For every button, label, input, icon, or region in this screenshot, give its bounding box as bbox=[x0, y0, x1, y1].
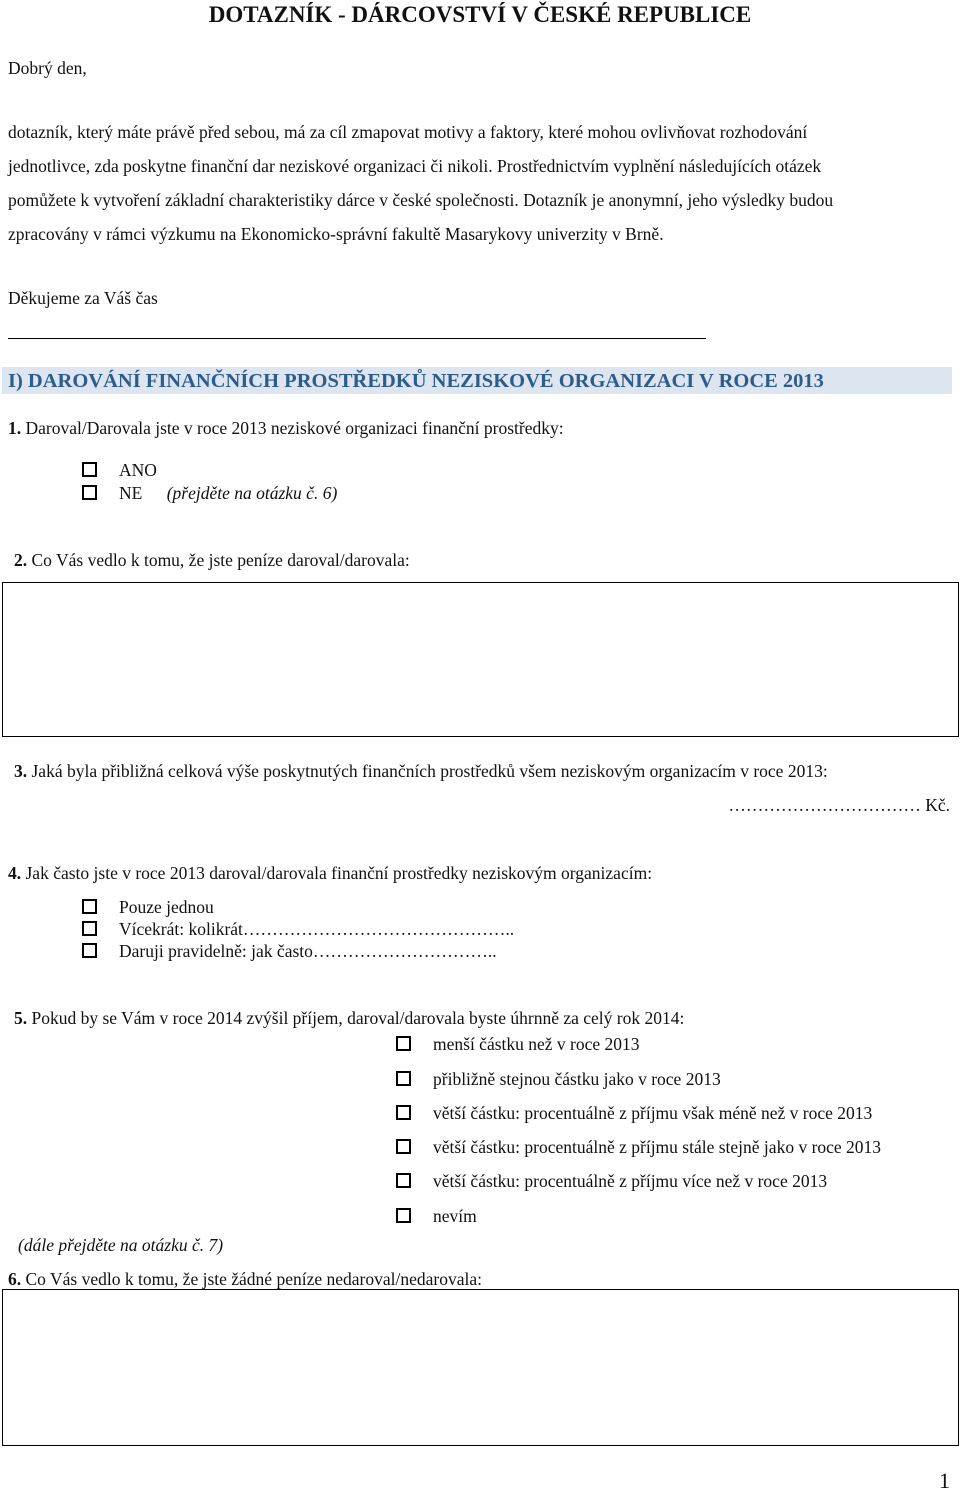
q5-option-1-label: menší částku než v roce 2013 bbox=[433, 1034, 640, 1054]
q3-answer-line[interactable]: …………………………… Kč. bbox=[728, 795, 950, 815]
q5-option-5[interactable] bbox=[396, 1171, 827, 1192]
question-3-number: 3. bbox=[14, 761, 28, 781]
q5-option-2[interactable] bbox=[396, 1069, 721, 1090]
question-2 bbox=[14, 543, 410, 577]
q4-option-1-label: Pouze jednou bbox=[119, 897, 214, 917]
q1-option-yes-label: ANO bbox=[119, 460, 157, 480]
question-3 bbox=[14, 754, 828, 788]
question-4-text: Jak často jste v roce 2013 daroval/darovala finanční prostředky neziskovým organizacím: bbox=[25, 863, 653, 883]
question-4 bbox=[8, 856, 652, 890]
q4-option-2[interactable] bbox=[82, 919, 514, 940]
q5-option-4[interactable] bbox=[396, 1137, 881, 1158]
question-5 bbox=[14, 1001, 684, 1035]
q5-option-6-label: nevím bbox=[433, 1206, 477, 1226]
checkbox[interactable] bbox=[396, 1105, 411, 1120]
question-4-number: 4. bbox=[8, 863, 22, 883]
checkbox[interactable] bbox=[82, 899, 97, 914]
q1-option-yes[interactable] bbox=[82, 460, 157, 481]
q1-option-no-note: (přejděte na otázku č. 6) bbox=[166, 483, 338, 503]
q4-option-1[interactable] bbox=[82, 897, 214, 918]
intro-line-2: jednotlivce, zda poskytne finanční dar neziskové organizaci či nikoli. Prostřednictvím vyplnění následujících otázek bbox=[8, 156, 822, 176]
question-5-number: 5. bbox=[14, 1008, 28, 1028]
q4-option-3[interactable] bbox=[82, 941, 497, 962]
q5-option-3[interactable] bbox=[396, 1103, 872, 1124]
checkbox[interactable] bbox=[82, 485, 97, 500]
question-5-text: Pokud by se Vám v roce 2014 zvýšil příjem, daroval/darovala byste úhrnně za celý rok 2014: bbox=[31, 1008, 685, 1028]
question-2-number: 2. bbox=[14, 550, 28, 570]
intro-line-4: zpracovány v rámci výzkumu na Ekonomicko-správní fakultě Masarykovy univerzity v Brně. bbox=[8, 224, 664, 244]
question-2-text: Co Vás vedlo k tomu, že jste peníze daroval/darovala: bbox=[31, 550, 410, 570]
question-1-text: Daroval/Darovala jste v roce 2013 neziskové organizaci finanční prostředky: bbox=[25, 418, 564, 438]
section-heading: I) DAROVÁNÍ FINANČNÍCH PROSTŘEDKŮ NEZISKOVÉ ORGANIZACI V ROCE 2013 bbox=[2, 367, 952, 394]
q5-note: (dále přejděte na otázku č. 7) bbox=[18, 1235, 224, 1255]
checkbox[interactable] bbox=[396, 1208, 411, 1223]
page-number: 1 bbox=[939, 1468, 950, 1493]
q4-option-2-label: Vícekrát: kolikrát……………………………………….. bbox=[119, 919, 515, 939]
q5-option-6[interactable] bbox=[396, 1206, 477, 1227]
checkbox[interactable] bbox=[396, 1139, 411, 1154]
q5-option-5-label: větší částku: procentuálně z příjmu více než v roce 2013 bbox=[433, 1171, 828, 1191]
checkbox[interactable] bbox=[82, 943, 97, 958]
question-3-text: Jaká byla přibližná celková výše poskytnutých finančních prostředků všem neziskovým organizacím v roce 2013: bbox=[31, 761, 828, 781]
q5-option-1[interactable] bbox=[396, 1034, 640, 1055]
intro-line-1: dotazník, který máte právě před sebou, má za cíl zmapovat motivy a faktory, které mohou ovlivňovat rozhodování bbox=[8, 122, 808, 142]
divider-line bbox=[8, 338, 706, 339]
question-6-text: Co Vás vedlo k tomu, že jste žádné peníze nedaroval/nedarovala: bbox=[25, 1269, 482, 1289]
question-6-number: 6. bbox=[8, 1269, 22, 1289]
question-1-number: 1. bbox=[8, 418, 22, 438]
q2-answer-box[interactable] bbox=[2, 582, 959, 737]
q1-option-no-label: NE bbox=[119, 483, 143, 503]
thanks-text: Děkujeme za Váš čas bbox=[8, 288, 158, 308]
checkbox[interactable] bbox=[396, 1071, 411, 1086]
greeting: Dobrý den, bbox=[8, 58, 87, 78]
question-1 bbox=[8, 411, 564, 445]
checkbox[interactable] bbox=[82, 462, 97, 477]
checkbox[interactable] bbox=[82, 921, 97, 936]
intro-line-3: pomůžete k vytvoření základní charakteristiky dárce v české společnosti. Dotazník je anonymní, jeho výsledky budou bbox=[8, 190, 834, 210]
q6-answer-box[interactable] bbox=[2, 1289, 959, 1446]
q5-option-4-label: větší částku: procentuálně z příjmu stále stejně jako v roce 2013 bbox=[433, 1137, 882, 1157]
q4-option-3-label: Daruji pravidelně: jak často………………………….. bbox=[119, 941, 497, 961]
q5-option-3-label: větší částku: procentuálně z příjmu však méně než v roce 2013 bbox=[433, 1103, 873, 1123]
q1-option-no[interactable] bbox=[82, 483, 337, 504]
checkbox[interactable] bbox=[396, 1036, 411, 1051]
checkbox[interactable] bbox=[396, 1173, 411, 1188]
q5-option-2-label: přibližně stejnou částku jako v roce 2013 bbox=[433, 1069, 721, 1089]
page-title: DOTAZNÍK - DÁRCOVSTVÍ V ČESKÉ REPUBLICE bbox=[208, 2, 752, 27]
